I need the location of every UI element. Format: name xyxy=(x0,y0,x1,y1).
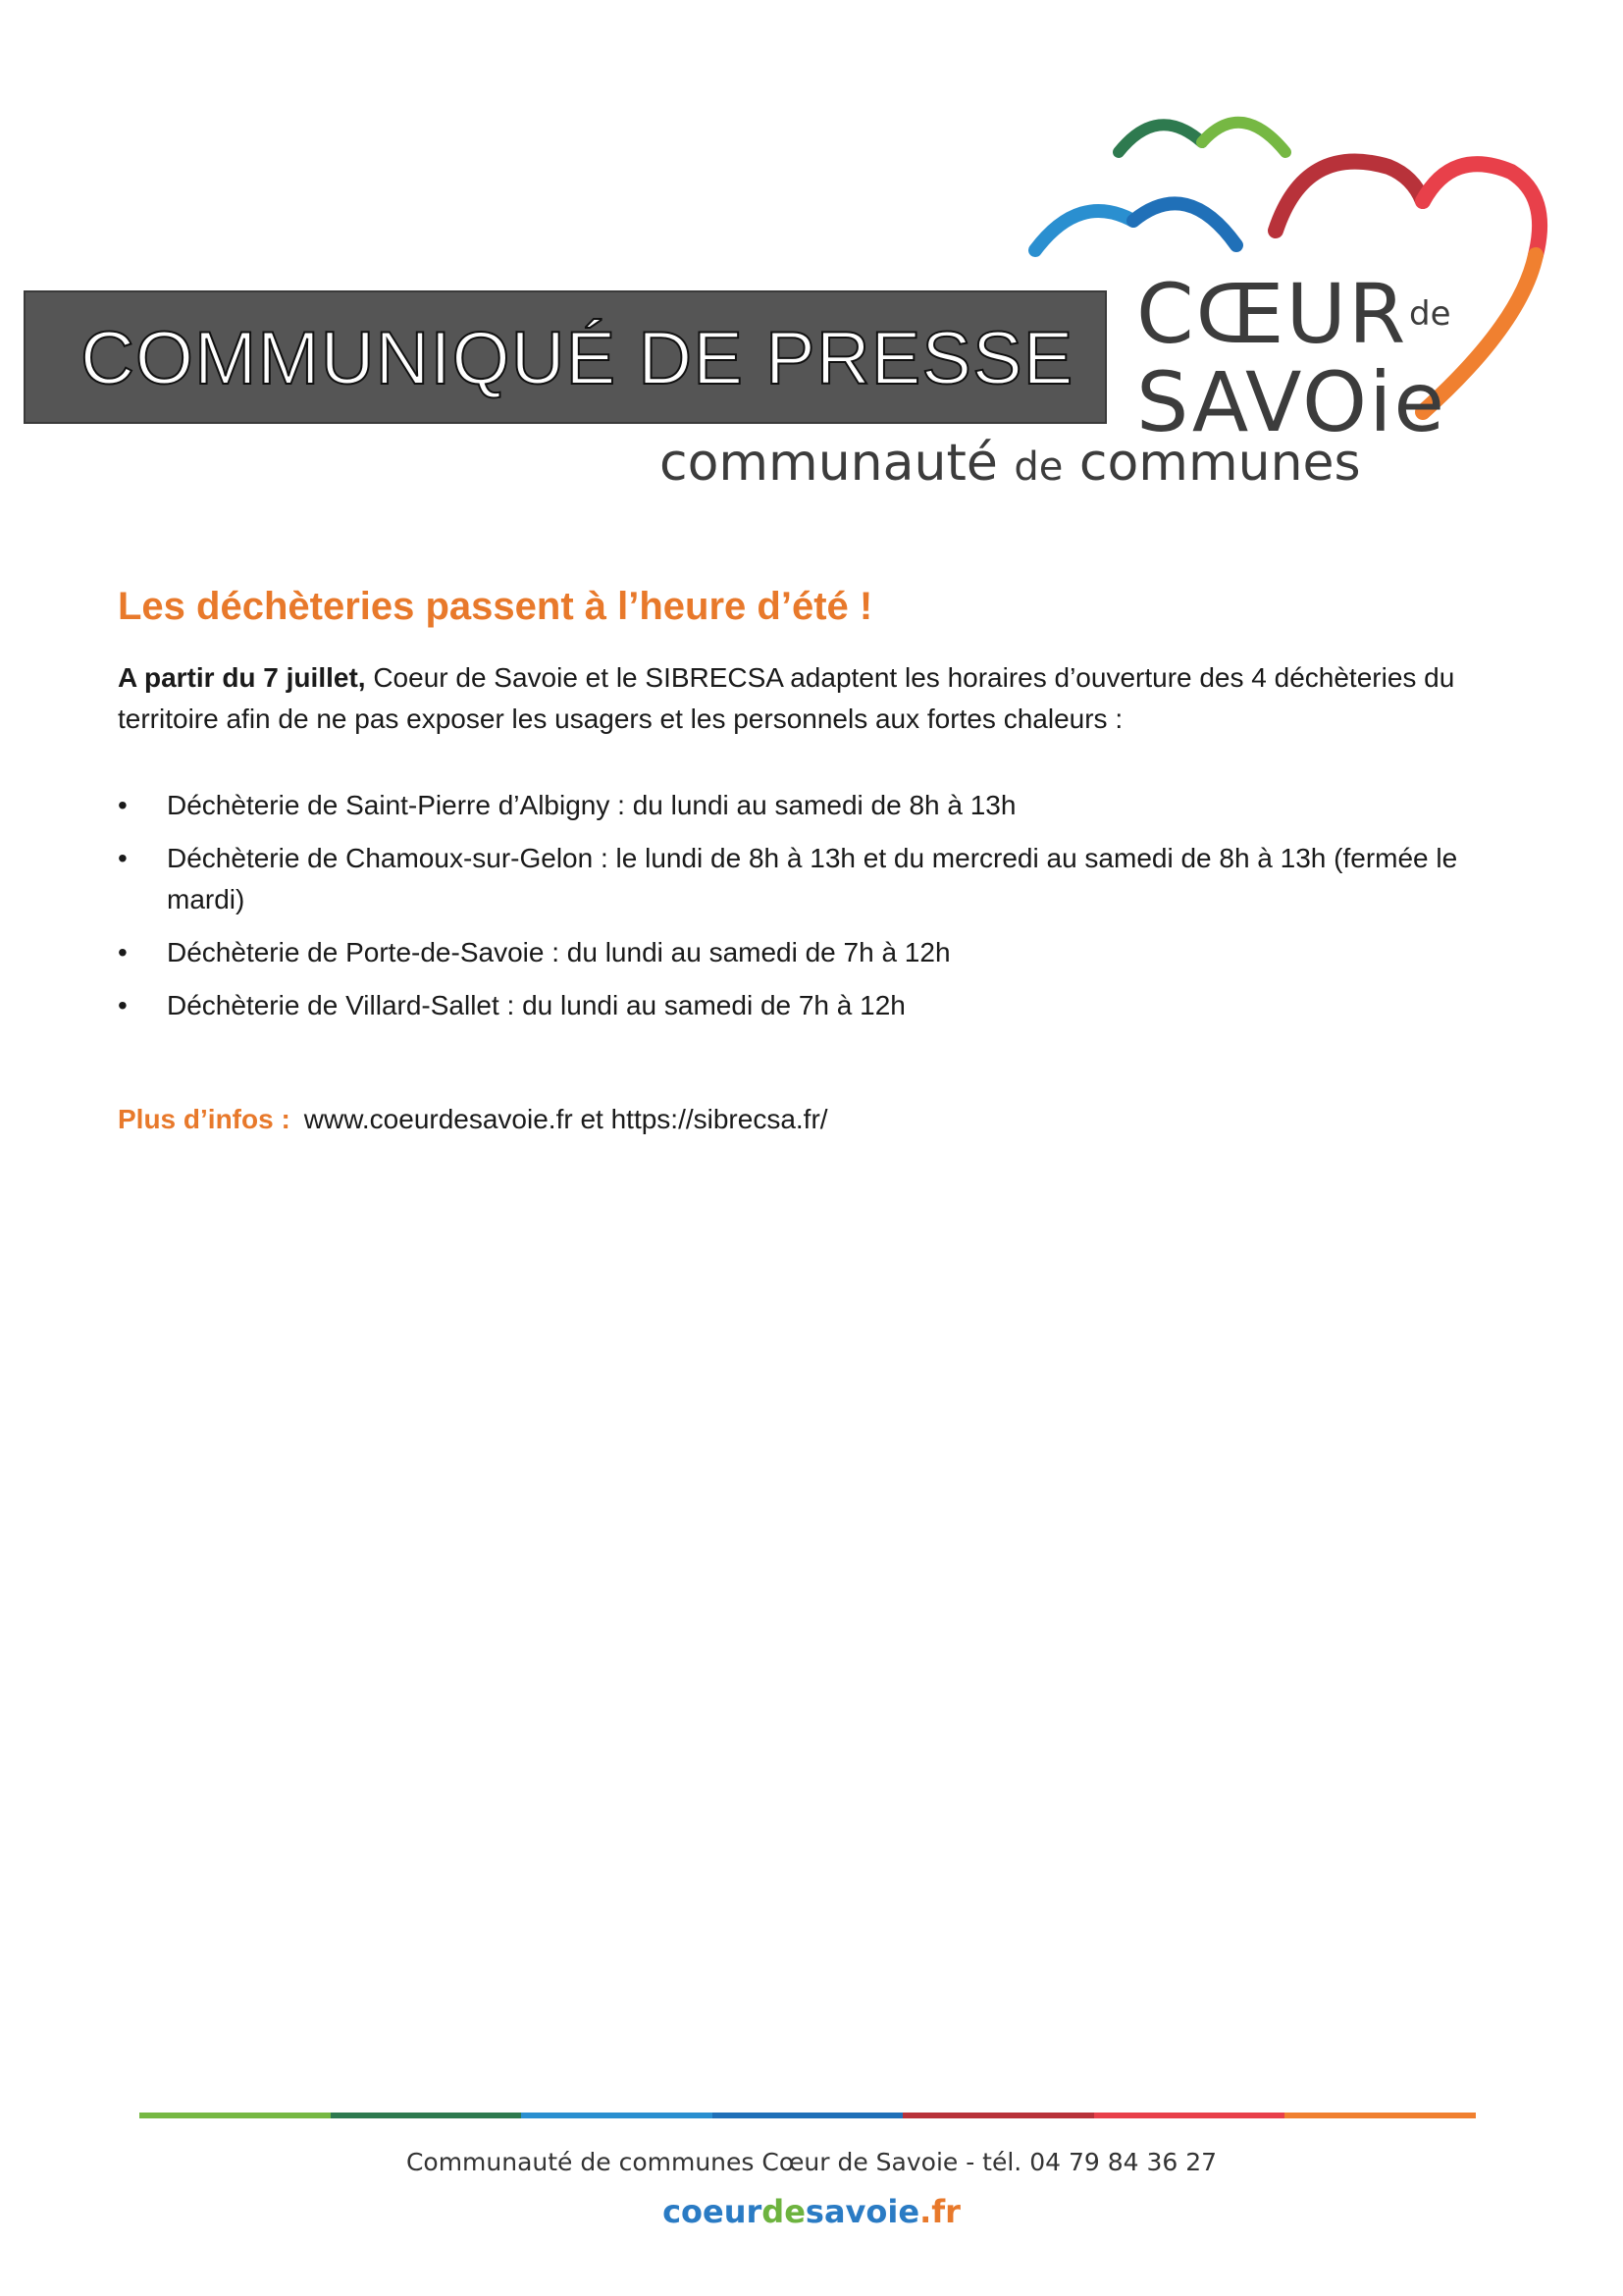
rule-segment xyxy=(1284,2113,1476,2118)
rule-segment xyxy=(331,2113,522,2118)
bullet-icon: • xyxy=(118,937,128,967)
schedule-list xyxy=(118,785,1492,1038)
bullet-icon: • xyxy=(118,990,128,1020)
rule-segment xyxy=(139,2113,331,2118)
list-item xyxy=(118,838,1492,920)
logo-arc-blue-light xyxy=(1035,211,1133,250)
footer-contact: Communauté de communes Cœur de Savoie - tél. 04 79 84 36 27 xyxy=(405,2148,1218,2176)
intro-body: Coeur de Savoie et le SIBRECSA adaptent les horaires d’ouverture des 4 déchèteries du territoire afin de ne pas exposer les usagers et les personnels aux fortes chaleurs : xyxy=(118,662,1455,734)
logo-word-de: de xyxy=(1409,294,1451,334)
site-part-savoie: savoie xyxy=(805,2193,920,2230)
article-headline: Les déchèteries passent à l’heure d’été ! xyxy=(118,585,873,628)
schedule-text: Déchèterie de Porte-de-Savoie : du lundi au samedi de 7h à 12h xyxy=(167,937,951,967)
footer-website-link[interactable] xyxy=(0,2192,1623,2231)
logo-heart-red-dark xyxy=(1276,162,1423,231)
logo-word-coeur: CŒUR xyxy=(1136,266,1408,362)
bullet-icon: • xyxy=(118,843,128,873)
logo-subtitle-main: communauté xyxy=(659,434,998,493)
more-info-links[interactable]: www.coeurdesavoie.fr et https://sibrecsa.fr/ xyxy=(303,1104,828,1134)
intro-lead: A partir du 7 juillet, xyxy=(118,662,366,693)
logo-arc-green-light xyxy=(1202,123,1285,152)
logo-subtitle xyxy=(659,432,1361,498)
rule-segment xyxy=(712,2113,904,2118)
schedule-text: Déchèterie de Chamoux-sur-Gelon : le lundi de 8h à 13h et du mercredi au samedi de 8h à 13h (fermée le mardi) xyxy=(167,843,1458,914)
logo-subtitle-de: de xyxy=(1014,444,1064,490)
footer-color-rule xyxy=(139,2113,1476,2118)
more-info xyxy=(118,1099,828,1140)
logo-arc-green-dark xyxy=(1119,125,1202,152)
schedule-text: Déchèterie de Villard-Sallet : du lundi au samedi de 7h à 12h xyxy=(167,990,906,1020)
list-item xyxy=(118,785,1492,826)
site-part-coeur: coeur xyxy=(662,2193,762,2230)
list-item xyxy=(118,932,1492,973)
logo-arc-blue-dark xyxy=(1133,203,1236,245)
rule-segment xyxy=(903,2113,1094,2118)
logo-word-savoie: SAVOie xyxy=(1136,354,1447,450)
schedule-text: Déchèterie de Saint-Pierre d’Albigny : du lundi au samedi de 8h à 13h xyxy=(167,790,1017,820)
more-info-label: Plus d’infos : xyxy=(118,1104,290,1134)
bullet-icon: • xyxy=(118,790,128,820)
banner-title: COMMUNIQUÉ DE PRESSE xyxy=(80,317,1074,400)
site-part-tld: .fr xyxy=(919,2193,961,2230)
site-part-de: de xyxy=(761,2193,806,2230)
logo-heart-red-light xyxy=(1423,164,1540,255)
article-intro xyxy=(118,657,1492,740)
rule-segment xyxy=(1094,2113,1285,2118)
press-release-banner xyxy=(24,290,1107,424)
list-item xyxy=(118,985,1492,1026)
logo-subtitle-end: communes xyxy=(1078,434,1361,493)
rule-segment xyxy=(521,2113,712,2118)
